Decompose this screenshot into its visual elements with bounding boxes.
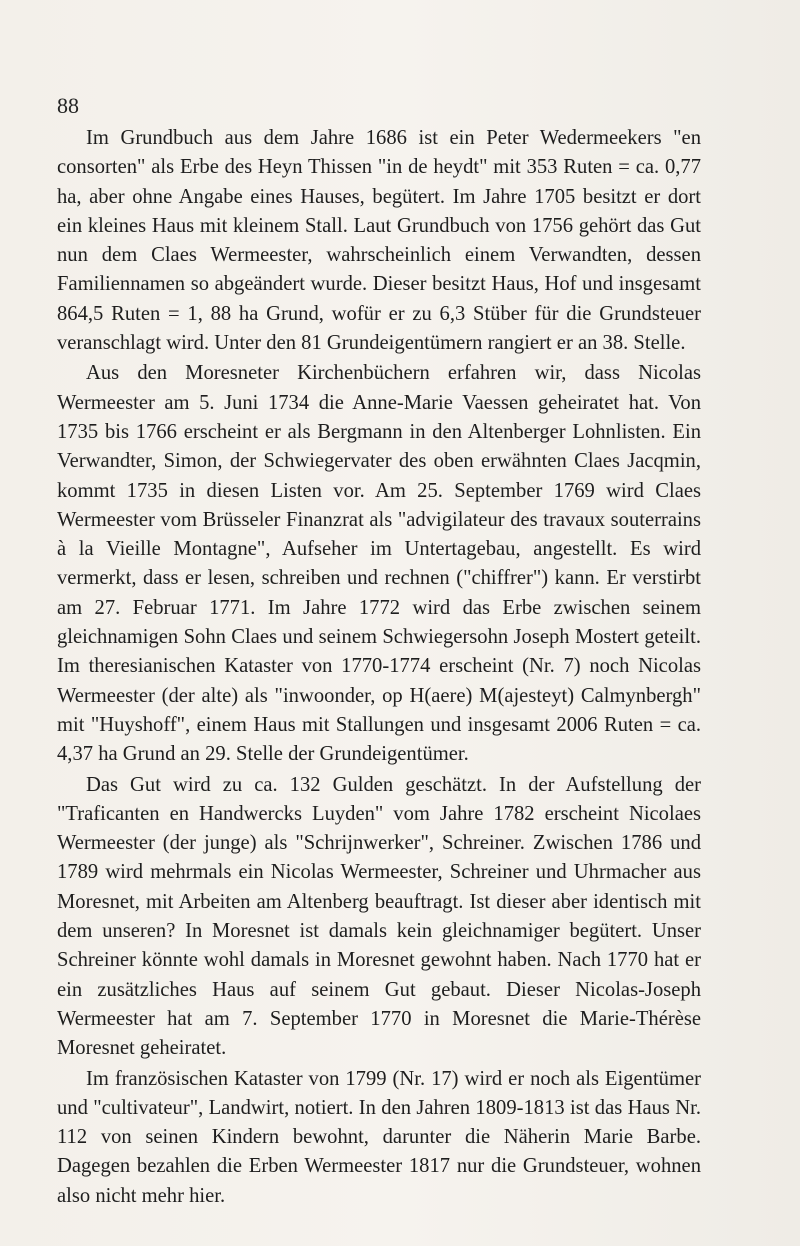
paragraph-1: Im Grundbuch aus dem Jahre 1686 ist ein Peter Wedermeekers "en consorten" als Erbe des Heyn Thissen "in de heydt" mit 353 Ruten = ca. 0,77 ha, aber ohne Angabe eines Hauses, begütert. Im Jahre 1705 besitzt er dort ein kleines Haus mit kleinem Stall. Laut Grundbuch von 1756 gehört das Gut nun dem Claes Wermeester, wahrscheinlich einem Verwandten, dessen Familiennamen so abgeändert wurde. Dieser besitzt Haus, Hof und insgesamt 864,5 Ruten = 1, 88 ha Grund, wofür er zu 6,3 Stüber für die Grundsteuer veranschlagt wird. Unter den 81 Grundeigentümern rangiert er an 38. Stelle. bbox=[57, 127, 701, 355]
paragraph-2: Aus den Moresneter Kirchenbüchern erfahren wir, dass Nicolas Wermeester am 5. Juni 1734 die Anne-Marie Vaessen geheiratet hat. Von 1735 bis 1766 erscheint er als Bergmann in den Altenberger Lohnlisten. Ein Verwandter, Simon, der Schwiegervater des oben erwähnten Claes Jacqmin, kommt 1735 in diesen Listen vor. Am 25. September 1769 wird Claes Wermeester vom Brüsseler Finanzrat als "advigilateur des travaux souterrains à la Vieille Montagne", Aufseher im Untertagebau, angestellt. Es wird vermerkt, dass er lesen, schreiben und rechnen ("chiffrer") kann. Er verstirbt am 27. Februar 1771. Im Jahre 1772 wird das Erbe zwischen seinem gleichnamigen Sohn Claes und seinem Schwiegersohn Joseph Mostert geteilt. Im theresianischen Kataster von 1770-1774 erscheint (Nr. 7) noch Nicolas Wermeester (der alte) als "inwoonder, op H(aere) M(ajesteyt) Calmynbergh" mit "Huyshoff", einem Haus mit Stallungen und insgesamt 2006 Ruten = ca. 4,37 ha Grund an 29. Stelle der Grundeigentümer. bbox=[57, 362, 701, 766]
paragraph-4: Im französischen Kataster von 1799 (Nr. 17) wird er noch als Eigentümer und "cultivateur", Landwirt, notiert. In den Jahren 1809-1813 ist das Haus Nr. 112 von seinen Kindern bewohnt, darunter die Näherin Marie Barbe. Dagegen bezahlen die Erben Wermeester 1817 nur die Grundsteuer, wohnen also nicht mehr hier. bbox=[57, 1067, 701, 1207]
page-number: 88 bbox=[57, 93, 79, 118]
body-text bbox=[57, 124, 701, 1212]
paragraph-3: Das Gut wird zu ca. 132 Gulden geschätzt. In der Aufstellung der "Traficanten en Handwercks Luyden" vom Jahre 1782 erscheint Nicolaes Wermeester (der junge) als "Schrijnwerker", Schreiner. Zwischen 1786 und 1789 wird mehrmals ein Nicolas Wermeester, Schreiner und Uhrmacher aus Moresnet, mit Arbeiten am Altenberg beauftragt. Ist dieser aber identisch mit dem unseren? In Moresnet ist damals kein gleichnamiger begütert. Unser Schreiner könnte wohl damals in Moresnet gewohnt haben. Nach 1770 hat er ein zusätzliches Haus auf seinem Gut gebaut. Dieser Nicolas-Joseph Wermeester hat am 7. September 1770 in Moresnet die Marie-Thérèse Moresnet geheiratet. bbox=[57, 773, 701, 1060]
